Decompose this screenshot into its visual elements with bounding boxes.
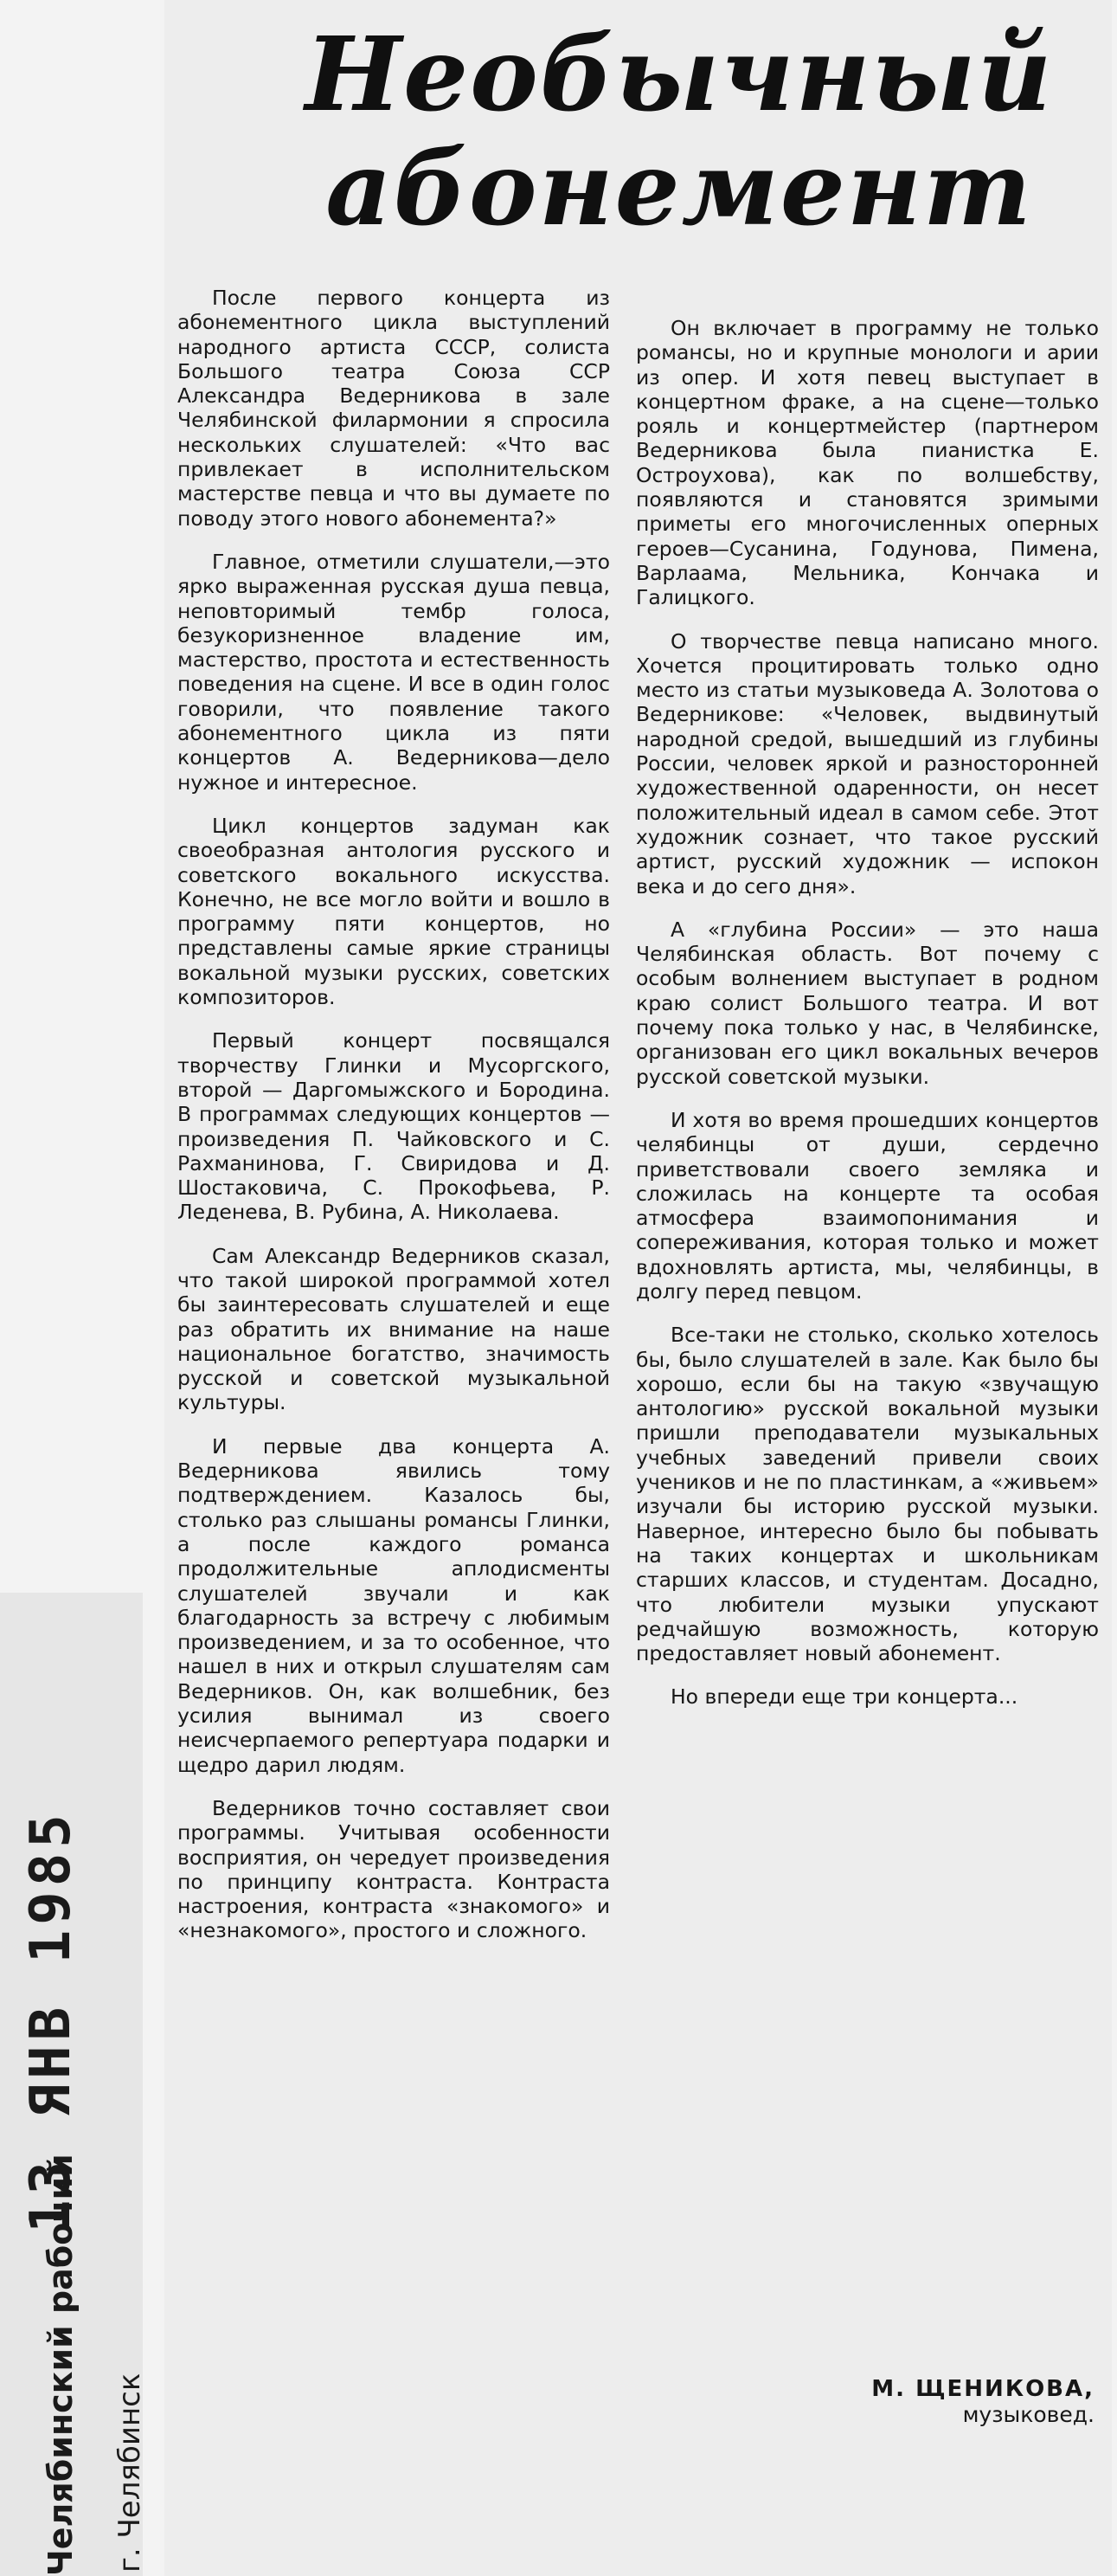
headline-line-2: абонемент xyxy=(325,128,1033,248)
paragraph: И первые два концерта А. Ведерникова явились тому подтверждением. Казалось бы, столько раз слышаны романсы Глинки, а после каждого романса продолжительные аплодисменты слушателей звучали и как благодарность за встречу с любимым произведением, и за то особенное, что нашел в них и открыл слушателям сам Ведерников. Он, как волшебник, без усилия вынимал из своего неисчерпаемого репертуара подарки и щедро дарил людям. xyxy=(177,1433,610,1777)
author-name: М. ЩЕНИКОВА, xyxy=(871,2376,1095,2402)
paragraph: Первый концерт посвящался творчеству Глинки и Мусоргского, второй — Даргомыжского и Бородина. В программах следующих концертов — произведения П. Чайковского и С. Рахманинова, Г. Свиридова и Д. Шостаковича, С. Прокофьева, Р. Леденева, В. Рубина, А. Николаева. xyxy=(177,1028,610,1225)
paragraph: А «глубина России» — это наша Челябинская область. Вот почему с особым волнением выступает в родном краю солист Большого театра. И вот почему пока только у нас, в Челябинске, организован его цикл вокальных вечеров русской советской музыки. xyxy=(636,917,1099,1089)
paragraph: Главное, отметили слушатели,—это ярко выраженная русская душа певца, неповторимый тембр голоса, безукоризненное владение им, мастерство, простота и естественность поведения на сцене. И все в один голос говорили, что появление такого абонементного цикла из пяти концертов А. Ведерникова—дело нужное и интересное. xyxy=(177,549,610,795)
paragraph: Цикл концертов задуман как своеобразная антология русского и советского вокального искусства. Конечно, не все могло войти и вошло в программу пяти концертов, но представлены самые яркие страницы вокальной музыки русских, советских композиторов. xyxy=(177,813,610,1010)
stamp-date: 13 ЯНВ 1985 xyxy=(19,1809,83,2233)
paragraph: Сам Александр Ведерников сказал, что такой широкой программой хотел бы заинтересовать слушателей и еще раз обратить их внимание на наше национальное богатство, значимость русской и советской музыкальной культуры. xyxy=(177,1243,610,1415)
paragraph: И хотя во время прошедших концертов челябинцы от души, сердечно приветствовали своего земляка и сложилась на концерте та особая атмосфера взаимопонимания и сопереживания, которая только и может вдохновлять артиста, мы, челябинцы, в долгу перед певцом. xyxy=(636,1107,1099,1304)
author-signature xyxy=(871,2376,1095,2427)
paragraph: О творчестве певца написано много. Хочется процитировать только одно место из статьи музыковеда А. Золотова о Ведерникове: «Человек, выдвинутый народной средой, вышедший из глубины России, человек яркой и разносторонней художественной одаренности, он несет положительный идеал в самом себе. Этот художник сознает, что такое русский артист, русский художник — испокон века и до сего дня». xyxy=(636,628,1099,898)
stamp-city: г. Челябинск xyxy=(112,2373,147,2573)
article-headline xyxy=(268,14,1090,248)
paragraph: Но впереди еще три концерта... xyxy=(671,1684,1018,1710)
paragraph: Ведерников точно составляет свои программы. Учитывая особенности восприятия, он чередует произведения по принципу контраста. Контраста настроения, контраста «знакомого» и «незнакомого», простого и сложного. xyxy=(177,1795,610,1943)
paragraph: Он включает в программу не только романсы, но и крупные монологи и арии из опер. И хотя певец выступает в концертном фраке, а на сцене—только рояль и концертмейстер (партнером Ведерникова была пианистка Е. Остроухова), как по волшебству, появляются и становятся зримыми приметы его многочисленных оперных героев—Сусанина, Годунова, Пимена, Варлаама, Мельника, Кончака и Галицкого. xyxy=(636,316,1099,610)
paragraph: После первого концерта из абонементного цикла выступлений народного артиста СССР, солиста Большого театра Союза ССР Александра Ведерникова в зале Челябинской филармонии я спросила нескольких слушателей: «Что вас привлекает в исполнительском мастерстве певца и что вы думаете по поводу этого нового абонемента?» xyxy=(177,286,610,531)
headline-line-1: Необычный xyxy=(305,14,1054,134)
paragraph: Все-таки не столько, сколько хотелось бы, было слушателей в зале. Как было бы хорошо, если бы на такую «звучащую антологию» русской вокальной музыки пришли преподаватели музыкальных учебных заведений привели своих учеников и не по пластинкам, а «живьем» изучали бы историю русской музыки. Наверное, интересно было бы побывать на таких концертах и школьникам старших классов, и студентам. Досадно, что любители музыки упускают редчайшую возможность, которую предоставляет новый абонемент. xyxy=(636,1323,1099,1666)
article-column-right xyxy=(636,316,1099,1729)
newspaper-clipping xyxy=(164,0,1112,2576)
author-role: музыковед. xyxy=(962,2402,1095,2427)
article-column-left xyxy=(177,286,610,1962)
stamp-newspaper-name: Челябинский рабочий xyxy=(42,2154,80,2576)
